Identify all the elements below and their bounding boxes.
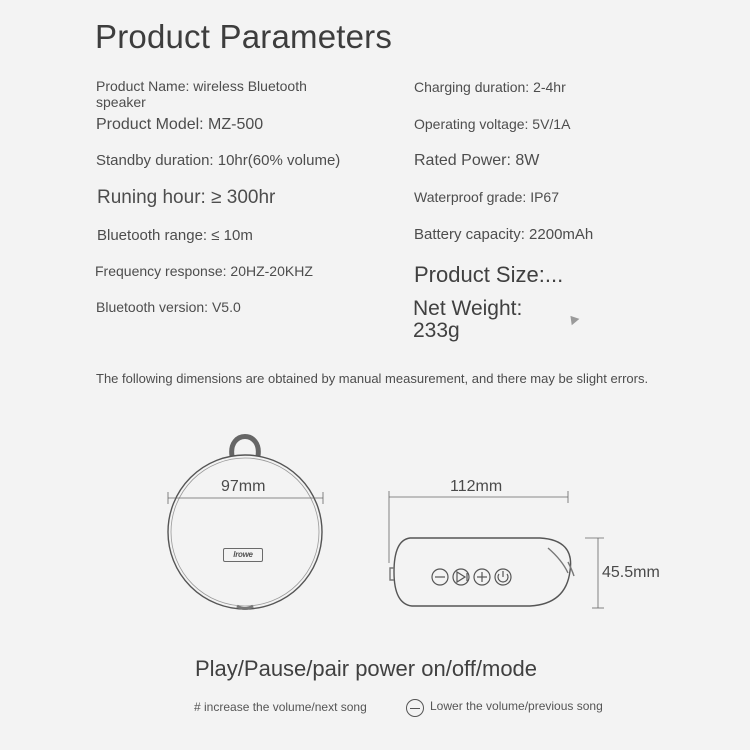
side-width-label: 112mm: [450, 478, 503, 495]
front-view-drawing: [168, 437, 322, 610]
power-button-icon: [495, 569, 511, 585]
side-height-label: 45.5mm: [602, 564, 660, 581]
plus-button-icon: [474, 569, 490, 585]
measurement-note: The following dimensions are obtained by manual measurement, and there may be slight errors.: [96, 371, 649, 386]
param-bluetooth-range: Bluetooth range: ≤ 10m: [97, 227, 253, 244]
control-buttons: [432, 569, 511, 585]
controls-caption: Play/Pause/pair power on/off/mode: [195, 656, 538, 681]
page-title: Product Parameters: [95, 18, 393, 55]
param-bluetooth-version: Bluetooth version: V5.0: [96, 299, 241, 315]
param-product-size: Product Size:...: [414, 262, 564, 287]
param-standby-duration: Standby duration: 10hr(60% volume): [96, 152, 341, 169]
minus-icon: [406, 699, 424, 717]
param-charging-duration: Charging duration: 2-4hr: [414, 79, 566, 95]
param-running-hour: Runing hour: ≥ 300hr: [97, 187, 276, 208]
param-operating-voltage: Operating voltage: 5V/1A: [414, 116, 571, 132]
front-width-label: 97mm: [221, 478, 266, 495]
play-pause-button-icon: [453, 569, 469, 585]
minus-button-icon: [432, 569, 448, 585]
param-rated-power: Rated Power: 8W: [414, 152, 540, 169]
param-waterproof-grade: Waterproof grade: IP67: [414, 189, 560, 205]
param-frequency-response: Frequency response: 20HZ-20KHZ: [95, 263, 313, 279]
side-width-dimension: [389, 491, 568, 563]
brand-logo: lrowe: [223, 548, 263, 562]
param-net-weight: Net Weight: 233g: [413, 297, 523, 343]
param-product-name: Product Name: wireless Bluetooth speaker: [96, 78, 307, 111]
increase-volume-note: # increase the volume/next song: [194, 700, 367, 714]
param-product-model: Product Model: MZ-500: [96, 116, 264, 133]
decrease-volume-note: Lower the volume/previous song: [430, 699, 603, 713]
param-battery-capacity: Battery capacity: 2200mAh: [414, 226, 594, 243]
